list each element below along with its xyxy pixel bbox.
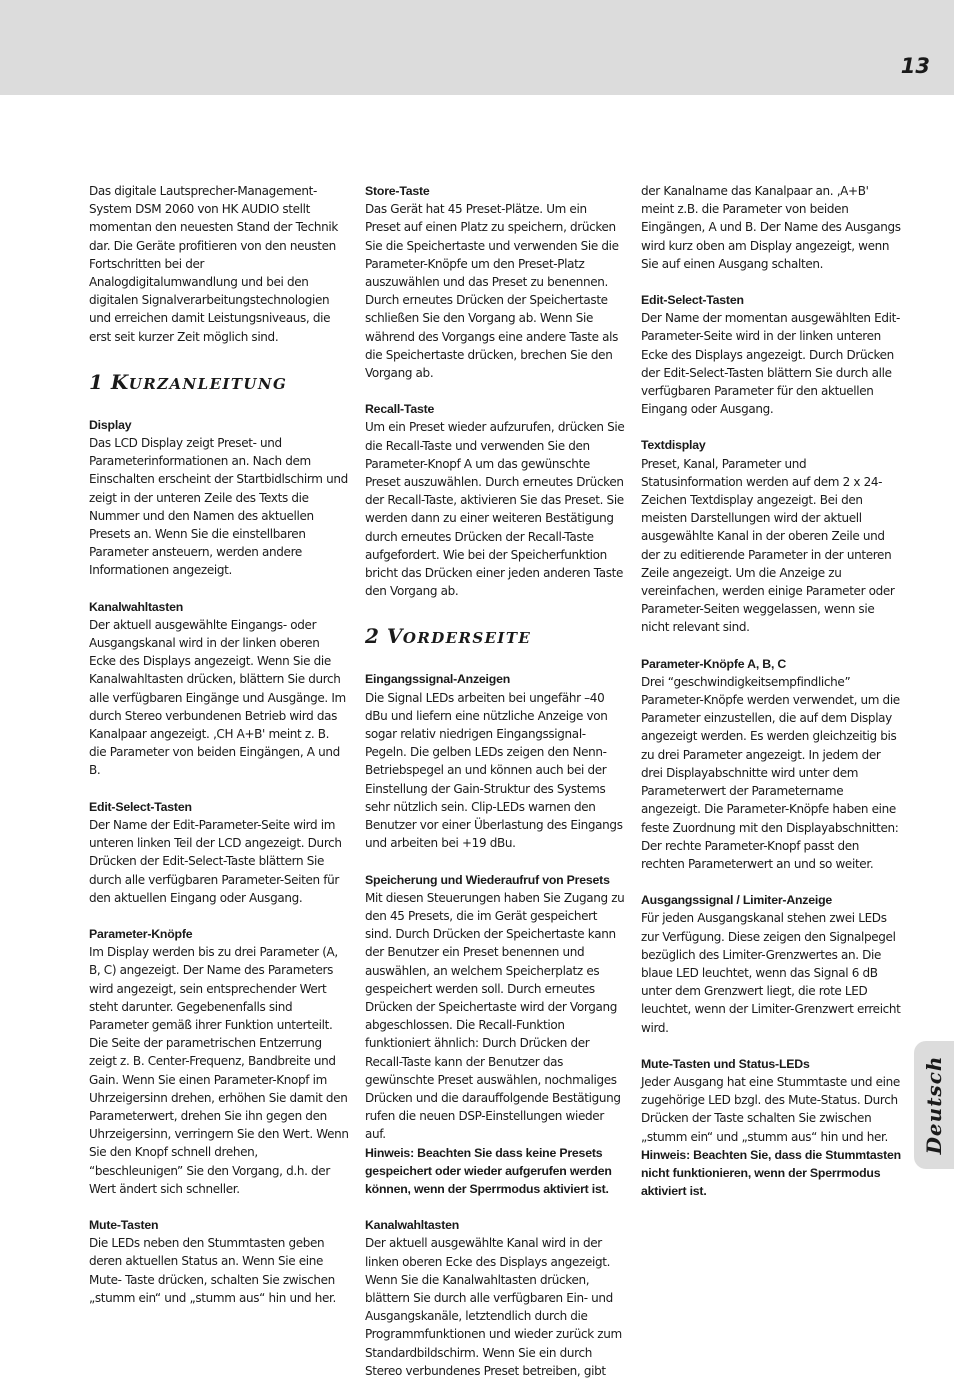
text-block-ausgangssignal [641,891,901,1037]
text-block-textdisplay [641,436,901,636]
block-title: Ausgangssignal / Limiter-Anzeige [641,893,833,908]
language-tab [914,1041,954,1169]
block-title: Edit-Select-Tasten [89,799,192,814]
language-label: Deutsch [922,1055,946,1155]
block-text: Die LEDs neben den Stummtasten geben deren aktuellen Status an. Wenn Sie eine Mute- Taste drücken, schalten Sie zwischen „stumm ein“ und „stumm aus“ hin und her. [89,1236,336,1305]
page-number: 13 [900,54,930,78]
block-text: Preset, Kanal, Parameter und Statusinformation werden auf dem 2 x 24-Zeichen Textdisplay angezeigt. Bei den meisten Darstellungen wird der aktuell ausgewählte Kanal in der oberen Zeile und der zu editierende Parameter in der unteren Zeile angezeigt. Um die Anzeige zu vereinfachen, werden einige Parameter oder Parameter-Seiten weggelassen, wenn sie nicht relevant sind. [641,456,895,635]
block-title: Mute-Tasten [89,1217,159,1232]
block-text: Das Gerät hat 45 Preset-Plätze. Um ein Preset auf einen Platz zu speichern, drücken Sie die Speichertaste und verwenden Sie die Parameter-Knöpfe um den Preset-Platz auszuwählen und das Preset zu benennen. Durch erneutes Drücken der Speichertaste schließen Sie den Vorgang ab. Wenn Sie während des Vorgangs eine andere Taste als die Speichertaste drücken, brechen Sie den Vorgang ab. [365,202,619,381]
text-block-parameter-knoepfe-abc [641,655,901,873]
block-text: Um ein Preset wieder aufzurufen, drücken Sie die Recall-Taste und verwenden Sie den Parameter-Knopf A um das gewünschte Preset auszuwählen. Durch erneutes Drücken der Recall-Taste, aktivieren Sie das Preset. Sie werden dann zu einer weiteren Bestätigung durch erneutes Drücken der Recall-Taste aufgefordert. Wie bei der Speicherfunktion bricht das Drücken einer jeden anderen Taste den Vorgang ab. [365,420,625,599]
text-block-kanalwahltasten-2 [365,1216,625,1380]
intro-paragraph: Das digitale Lautsprecher-Management-System DSM 2060 von HK AUDIO stellt momentan den neuesten Stand der Technik dar. Die Geräte profitieren von den neusten Fortschritten bei der Analogdigitalumwandlung und bei den digitalen Signalverarbeitungstechnologien und erreichen damit Leistungsniveaus, die erst seit kurzer Zeit möglich sind. [89,184,338,344]
column-1 [89,182,349,1325]
block-title: Kanalwahltasten [365,1218,460,1233]
block-title: Eingangssignal-Anzeigen [365,672,511,687]
section-heading-vorderseite [365,624,625,650]
block-title: Store-Taste [365,184,430,198]
block-text: Drei “geschwindigkeitsempfindliche” Parameter-Knöpfe werden verwendet, um die Parameter einzustellen, die auf dem Display angezeigt werden. Es werden gleichzeitig bis zu drei Parameter angezeigt. In jedem der drei Displayabschnitte wird unter dem Parameterwert der Parametername angezeigt. Die Parameter-Knöpfe haben eine feste Zuordnung mit den Displayabschnitten: Der rechte Parameter-Knopf passt den rechten Parameterwert an und so weiter. [641,674,900,871]
section-number: 1 [89,369,104,394]
header-band [0,0,954,95]
text-block-eingangssignal [365,670,625,852]
block-title: Parameter-Knöpfe [89,926,193,941]
block-text: Jeder Ausgang hat eine Stummtaste und eine zugehörige LED bzgl. des Mute-Status. Durch Drücken der Taste schalten Sie zwischen „stumm ein“ und „stumm aus“ hin und her. [641,1074,900,1144]
text-block-kanalwahltasten [89,598,349,780]
section-title-initial: K [110,369,129,394]
block-text: Der aktuell ausgewählte Kanal wird in der linken oberen Ecke des Displays angezeigt. Wenn Sie die Kanalwahltasten drücken, blättern Sie durch alle verfügbaren Ein- und Ausgangskanäle, letztendlich durch die Programmfunktionen und wieder zurück zum Standardbildschirm. Wenn Sie ein durch Stereo verbundenes Preset betreiben, gibt [365,1236,622,1378]
block-title: Recall-Taste [365,402,435,417]
text-block-presets [365,871,625,1199]
block-title: Edit-Select-Tasten [641,293,744,308]
text-block-parameter-knoepfe [89,925,349,1198]
block-title: Mute-Tasten und Status-LEDs [641,1056,810,1071]
block-title: Textdisplay [641,438,706,453]
block-title: Kanalwahltasten [89,599,184,614]
text-block-edit-select [89,798,349,907]
text-block-mute-tasten [89,1216,349,1307]
column-2 [365,182,625,1398]
text-block-mute-status [641,1055,901,1201]
section-title-rest: ORDERSEITE [402,629,532,648]
block-text: Für jeden Ausgangskanal stehen zwei LEDs zur Verfügung. Diese zeigen den Signalpegel bezüglich des Limiter-Grenzwertes an. Die blaue LED leuchtet, wenn das Signal 6 dB unter dem Grenzwert liegt, die rote LED leuchtet, wenn der Limiter-Grenzwert erreicht wird. [641,911,901,1035]
continuation-paragraph: der Kanalname das Kanalpaar an. ‚A+B' meint z.B. die Parameter von beiden Eingängen, A und B. Der Name des Ausgangs wird kurz oben am Display angezeigt, wenn Sie auf einen Ausgang schalten. [641,184,901,271]
section-title-initial: V [386,624,403,649]
text-block-display [89,416,349,580]
block-text: Der Name der Edit-Parameter-Seite wird im unteren linken Teil der LCD angezeigt. Durch Drücken der Edit-Select-Taste blättern Sie durch alle verfügbaren Parameter-Seiten für den aktuellen Eingang oder Ausgang. [89,817,342,905]
block-text: Das LCD Display zeigt Preset- und Parameterinformationen an. Nach dem Einschalten erscheint der Startbidlschirm und zeigt in der unteren Zeile des Texts die Nummer und den Namen des aktuellen Presets an. Wenn Sie die einstellbaren Parameter ansteuern, werden andere Informationen angezeigt. [89,436,348,578]
block-text: Der Name der momentan ausgewählten Edit-Parameter-Seite wird in der linken unteren Ecke des Displays angezeigt. Durch Drücken der Edit-Select-Tasten blättern Sie durch alle verfügbaren Parameter für den aktuellen Eingang oder Ausgang. [641,311,900,417]
text-block-store-taste [365,182,625,382]
block-title: Parameter-Knöpfe A, B, C [641,656,787,671]
text-block-edit-select-2 [641,291,901,418]
block-note: Hinweis: Beachten Sie, dass die Stummtasten nicht funktionieren, wenn der Sperrmodus aktiviert ist. [641,1147,901,1199]
block-note: Hinweis: Beachten Sie dass keine Presets gespeichert oder wieder aufgerufen werden können, wenn der Sperrmodus aktiviert ist. [365,1145,612,1196]
block-text: Mit diesen Steuerungen haben Sie Zugang zu den 45 Presets, die im Gerät gespeichert sind. Durch Drücken der Speichertaste kann der Benutzer ein Preset benennen und auswählen, an welchem Speicherplatz es gespeichert werden soll. Durch erneutes Drücken der Speichertaste wird der Vorgang abgeschlossen. Die Recall-Funktion funktioniert ähnlich: Durch Drücken der Recall-Taste kann der Benutzer das gewünschte Preset auswählen, nochmaliges Drücken und die darauffolgende Bestätigung rufen die neuen DSP-Einstellungen wieder auf. [365,890,625,1142]
block-text: Im Display werden bis zu drei Parameter (A, B, C) angezeigt. Der Name des Parameters wird angezeigt, sein entsprechender Wert steht darunter. Gegebenenfalls sind Parameter gemäß ihrer Funktion unterteilt. Die Seite der parametrischen Entzerrung zeigt z. B. Center-Frequenz, Bandbreite und Gain. Wenn Sie einen Parameter-Knopf im Uhrzeigersinn drehen, erhöhen Sie damit den Parameterwert, drehen Sie ihn gegen den Uhrzeigersinn, verringern Sie den Wert. Wenn Sie den Knopf schnell drehen, “beschleunigen” Sie den Vorgang, d.h. der Wert ändert sich schneller. [89,945,349,1196]
section-heading-kurzanleitung [89,370,349,396]
block-title: Speicherung und Wiederaufruf von Presets [365,872,610,887]
block-title: Display [89,417,132,432]
column-3 [641,182,901,1218]
text-block-recall-taste [365,400,625,600]
section-number: 2 [365,624,380,649]
block-text: Der aktuell ausgewählte Eingangs- oder Ausgangskanal wird in der linken oberen Ecke des Displays angezeigt. Wenn Sie die Kanalwahltasten drücken, blättern Sie durch alle verfügbaren Eingänge und Ausgänge. Im durch Stereo verbundenen Betrieb wird das Kanalpaar angezeigt. ‚CH A+B' meint z. B. die Parameter von beiden Eingängen, A und B. [89,617,346,778]
block-text: Die Signal LEDs arbeiten bei ungefähr –40 dBu und liefern eine nützliche Anzeige von sogar relativ niedrigen Eingangssignal-Pegeln. Die gelben LEDs zeigen den Nenn-Betriebspegel an und können auch bei der Einstellung der Gain-Struktur des Systems sehr nützlich sein. Clip-LEDs warnen den Benutzer vor einer Überlastung des Eingangs und arbeiten bei +19 dBu. [365,690,623,851]
section-title-rest: URZANLEITUNG [128,374,288,393]
